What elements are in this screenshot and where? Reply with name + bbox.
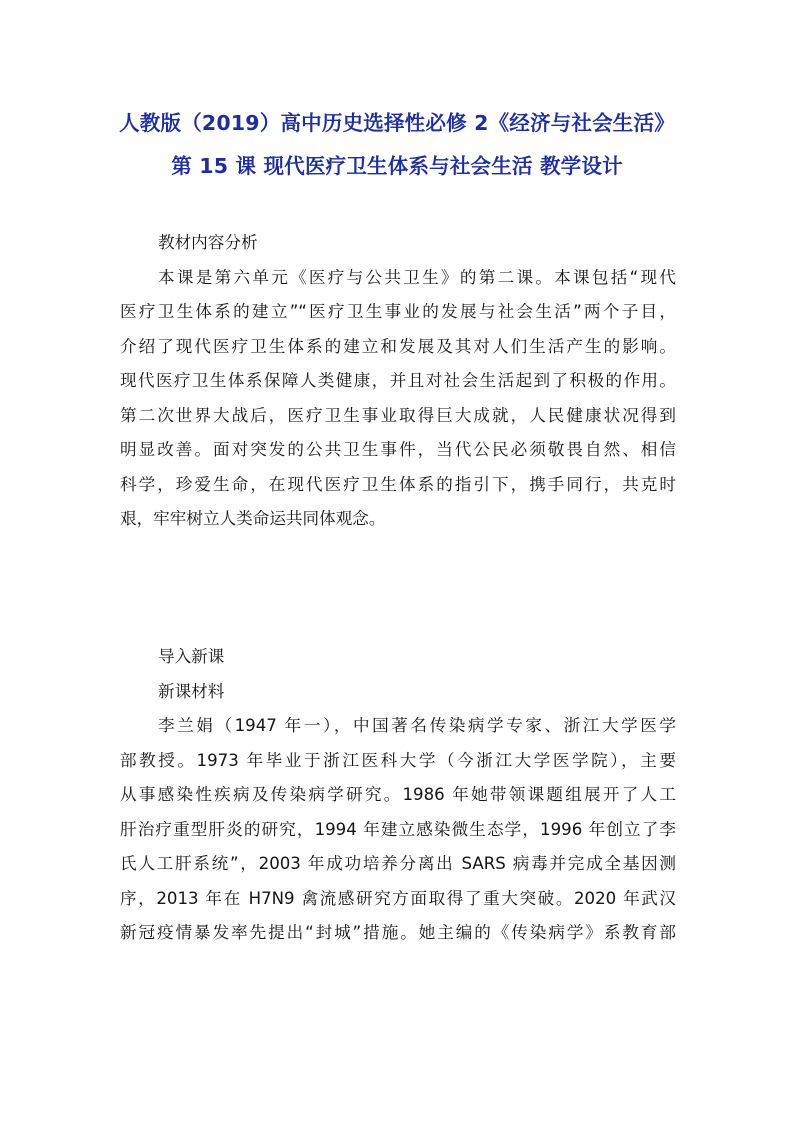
section-subheading: 新课材料	[158, 681, 225, 701]
paragraph-line: 本课是第六单元《医疗与公共卫生》的第二课。本课包括“现代	[158, 267, 676, 287]
new-lesson-section	[120, 640, 676, 951]
paragraph-line: 从事感染性疾病及传染病学研究。1986 年她带领课题组展开了人工	[120, 785, 676, 804]
paragraph-line: 肝治疗重型肝炎的研究，1994 年建立感染微生态学，1996 年创立了李	[120, 819, 676, 839]
paragraph-line: 科学，珍爱生命，在现代医疗卫生体系的指引下，携手同行，共克时	[120, 474, 676, 494]
paragraph-line: 第二次世界大战后，医疗卫生事业取得巨大成就，人民健康状况得到	[120, 405, 676, 425]
section-heading: 导入新课	[158, 647, 225, 666]
paragraph-line: 李兰娟（1947 年一），中国著名传染病学专家、浙江大学医学	[158, 716, 676, 735]
paragraph-line: 序，2013 年在 H7N9 禽流感研究方面取得了重大突破。2020 年武汉	[120, 888, 676, 908]
paragraph-line: 医疗卫生体系的建立”“医疗卫生事业的发展与社会生活”两个子目，	[120, 302, 676, 321]
section-heading: 教材内容分析	[158, 233, 258, 252]
paragraph-line: 现代医疗卫生体系保障人类健康，并且对社会生活起到了积极的作用。	[120, 371, 676, 390]
paragraph-line: 艰，牢牢树立人类命运共同体观念。	[120, 509, 386, 528]
paragraph-line: 新冠疫情暴发率先提出“封城”措施。她主编的《传染病学》系教育部	[120, 923, 676, 942]
document-title-line-1: 人教版（2019）高中历史选择性必修 2《经济与社会生活》	[119, 111, 675, 135]
paragraph-line: 明显改善。面对突发的公共卫生事件，当代公民必须敬畏自然、相信	[120, 440, 676, 459]
document-title-line-2: 第 15 课 现代医疗卫生体系与社会生活 教学设计	[171, 154, 623, 178]
textbook-analysis-section	[120, 226, 676, 537]
paragraph-line: 介绍了现代医疗卫生体系的建立和发展及其对人们生活产生的影响。	[120, 336, 676, 356]
paragraph-line: 部教授。1973 年毕业于浙江医科大学（今浙江大学医学院），主要	[120, 750, 676, 770]
paragraph-line: 氏人工肝系统”，2003 年成功培养分离出 SARS 病毒并完成全基因测	[120, 854, 676, 873]
